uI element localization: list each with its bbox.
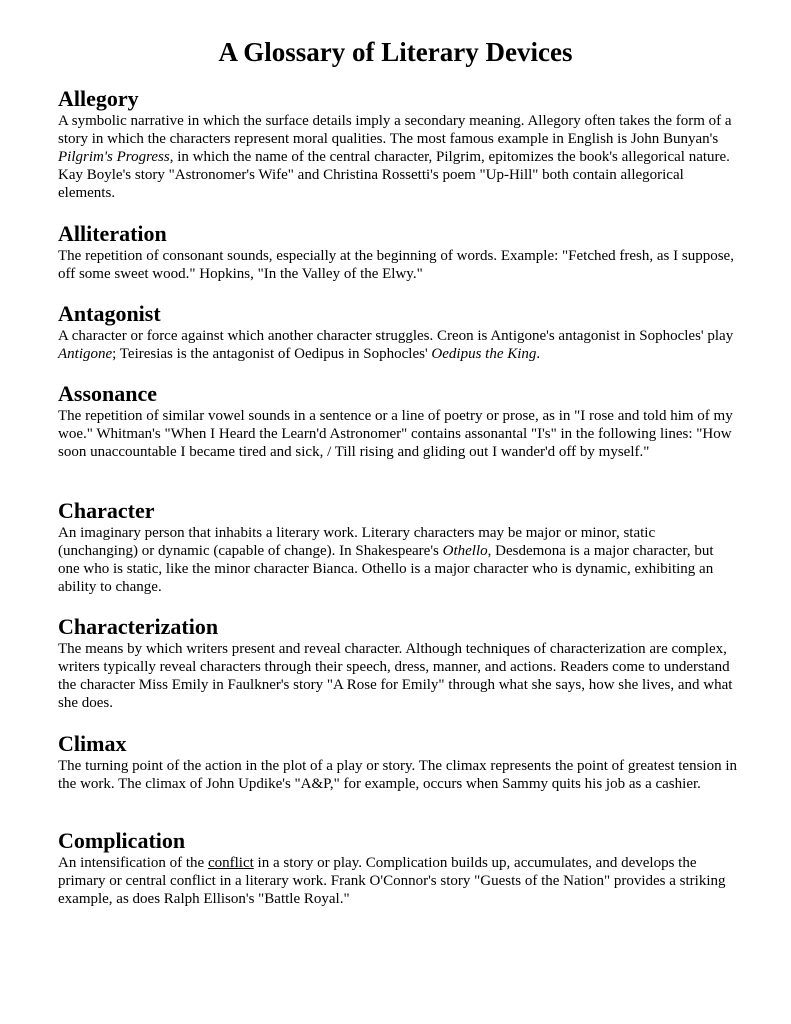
term-definition bbox=[58, 854, 738, 908]
definition-text: , in which the name of the central character, Pilgrim, epitomizes the book's allegorical nature. Kay Boyle's story "Astronomer's Wife" and Christina Rossetti's poem "Up-Hill" both contain allegorical elements. bbox=[58, 149, 730, 201]
term-heading: Characterization bbox=[58, 614, 219, 639]
entry-allegory bbox=[58, 86, 738, 202]
definition-text: The repetition of consonant sounds, especially at the beginning of words. Example: "Fetched fresh, as I suppose, off some sweet wood." Hopkins, "In the Valley of the Elwy." bbox=[58, 248, 734, 282]
entry-antagonist bbox=[58, 301, 738, 363]
term-definition bbox=[58, 327, 738, 363]
term-definition bbox=[58, 757, 738, 793]
entry-assonance bbox=[58, 381, 738, 461]
term-definition bbox=[58, 407, 738, 461]
term-heading: Climax bbox=[58, 731, 127, 756]
definition-italic: Antigone bbox=[58, 346, 113, 362]
definition-text: The repetition of similar vowel sounds in a sentence or a line of poetry or prose, as in "I rose and told him of my woe." Whitman's "When I Heard the Learn'd Astronomer" contains assonantal "I's" in the following lines: "How soon unaccountable I became tired and sick, / Till rising and gliding out I wander'd off by myself." bbox=[58, 408, 733, 460]
definition-text: , Desdemona is a major character, but one who is static, like the minor character Bianca. Othello is a major character who is dynamic, exhibiting an ability to change. bbox=[58, 543, 714, 595]
definition-text: An intensification of the bbox=[58, 855, 208, 871]
definition-text: in a story or play. Complication builds up, accumulates, and develops the primary or central conflict in a literary work. Frank O'Connor's story "Guests of the Nation" provides a striking example, as does Ralph Ellison's "Battle Royal." bbox=[58, 855, 726, 907]
term-heading: Assonance bbox=[58, 381, 158, 406]
term-definition bbox=[58, 640, 738, 712]
conflict-link[interactable]: conflict bbox=[207, 855, 254, 871]
definition-text: The means by which writers present and reveal character. Although techniques of characterization are complex, writers typically reveal characters through their speech, dress, manner, and actions. Readers come to understand the character Miss Emily in Faulkner's story "A Rose for Emily" through what she says, how she lives, and what she does. bbox=[58, 641, 733, 711]
definition-italic: Oedipus the King bbox=[431, 346, 537, 362]
definition-text: A symbolic narrative in which the surface details imply a secondary meaning. Allegory often takes the form of a story in which the characters represent moral qualities. The most famous example in English is John Bunyan's bbox=[58, 113, 732, 147]
definition-text: . bbox=[536, 346, 541, 362]
term-heading: Alliteration bbox=[58, 221, 167, 246]
definition-text: ; Teiresias is the antagonist of Oedipus in Sophocles' bbox=[112, 346, 432, 362]
entry-characterization bbox=[58, 614, 738, 712]
definition-text: The turning point of the action in the plot of a play or story. The climax represents the point of greatest tension in the work. The climax of John Updike's "A&P," for example, occurs when Sammy quits his job as a cashier. bbox=[58, 758, 737, 792]
definition-italic: Othello bbox=[442, 543, 488, 559]
entry-character bbox=[58, 498, 738, 596]
term-definition bbox=[58, 112, 738, 202]
term-heading: Complication bbox=[58, 828, 186, 853]
term-heading: Character bbox=[58, 498, 155, 523]
term-heading: Allegory bbox=[58, 86, 139, 111]
term-heading: Antagonist bbox=[58, 301, 161, 326]
entry-alliteration bbox=[58, 221, 738, 283]
term-definition bbox=[58, 524, 738, 596]
definition-text: An imaginary person that inhabits a literary work. Literary characters may be major or minor, static (unchanging) or dynamic (capable of change). In Shakespeare's bbox=[58, 525, 656, 559]
entry-complication bbox=[58, 828, 738, 908]
definition-italic: Pilgrim's Progress bbox=[58, 149, 170, 165]
entry-climax bbox=[58, 731, 738, 793]
term-definition bbox=[58, 247, 738, 283]
definition-text: A character or force against which another character struggles. Creon is Antigone's antagonist in Sophocles' play bbox=[58, 328, 734, 344]
page-title: A Glossary of Literary Devices bbox=[218, 37, 573, 67]
